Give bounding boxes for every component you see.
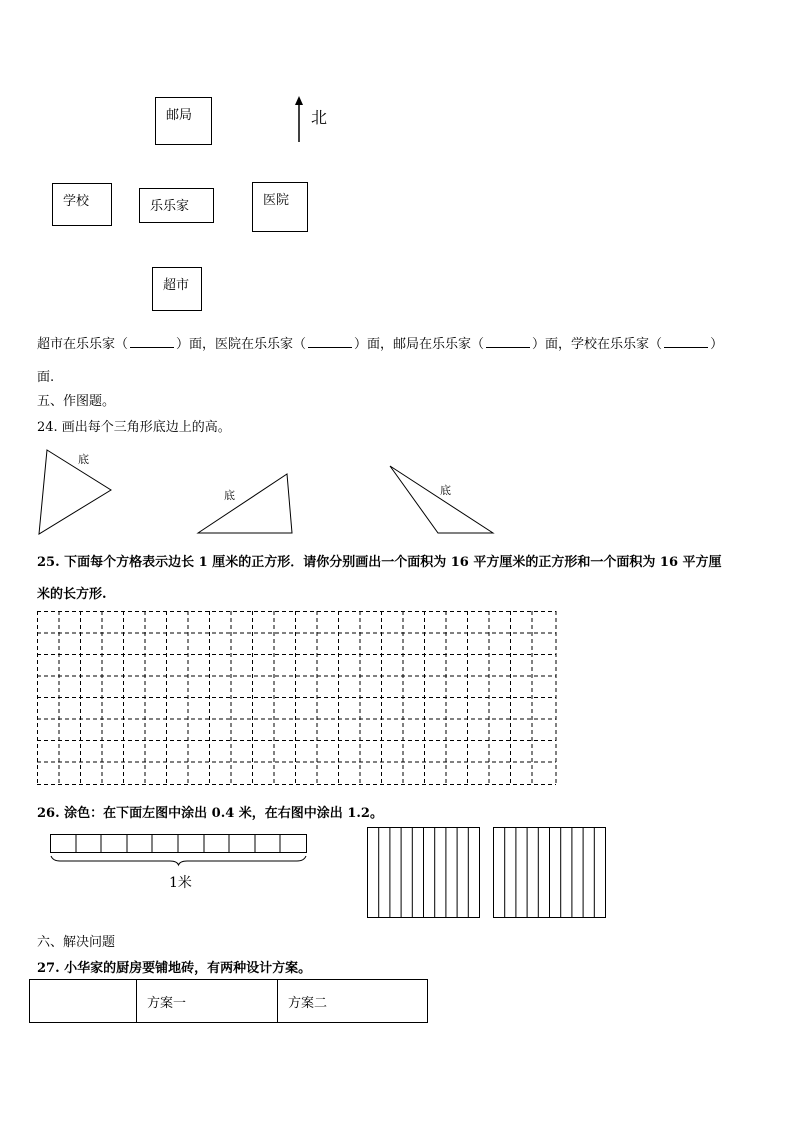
dashed-grid[interactable] <box>37 611 559 786</box>
q23-question: 超市在乐乐家（ ）面，医院在乐乐家（ ）面，邮局在乐乐家（ ）面，学校在乐乐家（ ） <box>37 337 724 352</box>
table-header-plan-2: 方案二 <box>278 980 428 1023</box>
meter-ruler[interactable] <box>50 834 310 866</box>
q25-line2: 米的长方形. <box>37 587 107 602</box>
triangle-1-base-label: 底 <box>78 453 89 466</box>
q23-question-end: 面. <box>37 370 55 385</box>
post-office-box <box>155 97 212 145</box>
plan-table <box>29 979 428 1023</box>
north-arrow-icon <box>293 96 305 144</box>
supermarket-label: 超市 <box>163 278 190 293</box>
hospital-label: 医院 <box>263 193 290 208</box>
hospital-box <box>252 182 308 232</box>
q24-title: 24. 画出每个三角形底边上的高。 <box>37 420 231 435</box>
table-row <box>30 980 428 1023</box>
table-cell-empty <box>30 980 137 1023</box>
supermarket-box <box>152 267 202 311</box>
table-header-plan-1: 方案一 <box>137 980 278 1023</box>
home-label: 乐乐家 <box>150 199 190 214</box>
answer-blank[interactable] <box>486 337 530 348</box>
post-office-label: 邮局 <box>166 108 193 123</box>
school-label: 学校 <box>63 194 90 209</box>
stripe-figure-right[interactable] <box>493 827 607 919</box>
answer-blank[interactable] <box>308 337 352 348</box>
school-box <box>52 183 112 226</box>
section-5-heading: 五、作图题。 <box>37 394 116 409</box>
triangle-2-base-label: 底 <box>224 489 235 502</box>
answer-blank[interactable] <box>664 337 708 348</box>
q25-line1: 25. 下面每个方格表示边长 1 厘米的正方形．请你分别画出一个面积为 16 平方厘米的正方形和一个面积为 16 平方厘 <box>37 555 722 570</box>
home-box <box>139 188 214 223</box>
section-6-heading: 六、解决问题 <box>37 935 116 950</box>
triangle-3-base-label: 底 <box>440 484 451 497</box>
ruler-label: 1米 <box>169 875 192 891</box>
answer-blank[interactable] <box>130 337 174 348</box>
triangle-3 <box>0 462 794 542</box>
north-label: 北 <box>311 108 328 127</box>
stripe-figure-left[interactable] <box>367 827 481 919</box>
q26-title: 26. 涂色：在下面左图中涂出 0.4 米，在右图中涂出 1.2。 <box>37 806 383 821</box>
q27-title: 27. 小华家的厨房要铺地砖，有两种设计方案。 <box>37 961 312 976</box>
